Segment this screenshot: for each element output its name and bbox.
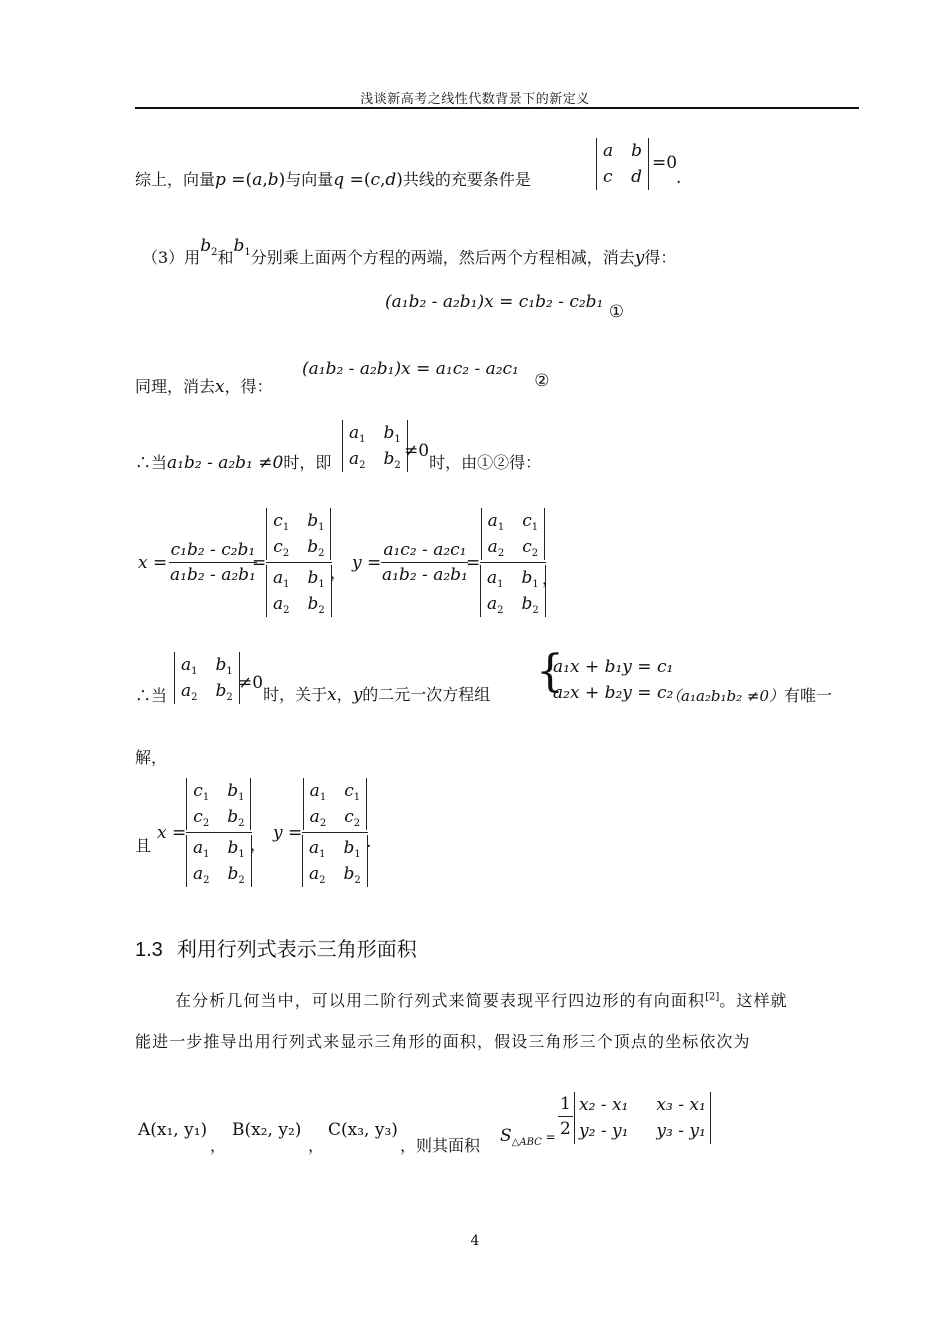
- equals: =: [466, 553, 481, 573]
- ne-zero: ≠0: [238, 673, 264, 693]
- separator: ，: [210, 1136, 227, 1155]
- denominator: a₁b₂ - a₂b₁: [382, 565, 468, 585]
- period: .: [676, 168, 682, 188]
- ne-zero: ≠0: [404, 441, 430, 461]
- line-unique: [135, 683, 167, 706]
- period: .: [366, 832, 372, 852]
- text: 分别乘上面两个方程的两端，然后两个方程相减，消去: [250, 248, 635, 267]
- var-p: p: [215, 170, 226, 190]
- text: 同理，消去: [135, 377, 216, 396]
- var-b: b: [233, 236, 245, 256]
- system-eq-1: a₁x + b₁y = c₁: [553, 657, 674, 677]
- equals: =: [252, 553, 267, 573]
- var-x: x: [327, 685, 337, 705]
- line-solution-word: 解，: [135, 748, 168, 767]
- x-final-fraction: $c_1$ $b_1$ $c_2$ $b_2$ $a_1$ $b_1$ $a_2$ $b_2$: [186, 778, 252, 887]
- numerator: c₁b₂ - c₂b₁: [169, 540, 258, 563]
- header-rule: [135, 107, 859, 109]
- point-A: A(x₁, y₁): [138, 1120, 208, 1140]
- text: 的二元一次方程组: [362, 685, 491, 704]
- var-b: b: [200, 236, 212, 256]
- condition: a₁b₂ - a₂b₁ ≠0: [167, 453, 284, 473]
- text: 时，由①②得：: [429, 453, 542, 472]
- equation-2: [302, 359, 550, 391]
- det-abcd: [596, 138, 649, 190]
- text: ,: [262, 170, 268, 190]
- running-header: 浅谈新高考之线性代数背景下的新定义: [360, 92, 590, 107]
- half-fraction: [558, 1094, 573, 1139]
- text: ∴当: [135, 453, 168, 472]
- x-fraction: [168, 540, 258, 585]
- area-symbol: [500, 1126, 556, 1148]
- var-x: x: [215, 377, 225, 397]
- text: =(: [225, 170, 253, 190]
- y-label: y =: [352, 553, 382, 573]
- system-condition: [666, 683, 832, 706]
- det-entry: d: [631, 167, 643, 187]
- section-title: 利用行列式表示三角形面积: [176, 939, 417, 961]
- y-fraction: [380, 540, 470, 585]
- det-a-b: $a_1$ $b_1$ $a_2$ $b_2$: [174, 652, 240, 704]
- line-step3: （3）用$b_2$和$b_1$分别乘上面两个方程的两端，然后两个方程相减，消去y得：: [142, 236, 677, 268]
- equation-mark: ①: [608, 302, 625, 322]
- numerator: a₁c₂ - a₂c₁: [381, 540, 468, 563]
- line-and: 且: [135, 836, 152, 855]
- var-c: c: [370, 170, 380, 190]
- text: ): [396, 170, 403, 190]
- equation-text: (a₁b₂ - a₂b₁)x = a₁c₂ - a₂c₁: [302, 359, 519, 379]
- text: ∴当: [135, 686, 168, 705]
- x-label: x =: [138, 553, 168, 573]
- equals: =: [541, 1130, 556, 1144]
- var-y: y: [352, 553, 362, 573]
- numerator: 1: [558, 1094, 573, 1117]
- separator: ，: [330, 563, 347, 582]
- text: ，: [336, 685, 353, 704]
- system-eq-2: a₂x + b₂y = c₂: [553, 683, 674, 703]
- equation-mark: ②: [534, 371, 550, 391]
- subscript: △ABC: [511, 1137, 542, 1148]
- area-determinant: [574, 1092, 711, 1144]
- det-entry: x₂ - x₁: [579, 1095, 629, 1115]
- system-brace: {: [536, 646, 564, 697]
- y-det-fraction: $a_1$ $c_1$ $a_2$ $c_2$ $a_1$ $b_1$ $a_2$ $b_2$: [480, 508, 546, 617]
- denominator: 2: [560, 1119, 571, 1139]
- text: ): [278, 170, 286, 190]
- x-label: x =: [157, 823, 187, 843]
- var-b: b: [267, 170, 279, 190]
- separator: ，: [308, 1136, 325, 1155]
- paragraph-line-1: [175, 988, 788, 1011]
- text: =(: [344, 170, 371, 190]
- text: 时，关于: [263, 685, 328, 704]
- text: 综上，向量: [135, 170, 216, 189]
- line-collinear: [135, 167, 531, 190]
- text: ,: [379, 170, 386, 190]
- equation-system: [553, 654, 673, 706]
- then-text: ，则其面积: [400, 1136, 481, 1155]
- equation-1: [385, 292, 625, 322]
- var-a: a: [252, 170, 263, 190]
- text: 有唯一: [784, 686, 833, 705]
- var-y: y: [352, 685, 363, 705]
- citation-ref[interactable]: [2]: [705, 991, 720, 1003]
- text: 共线的充要条件是: [402, 170, 531, 189]
- determinant: [596, 138, 649, 190]
- separator: ，: [250, 835, 267, 854]
- var-q: q: [333, 170, 345, 190]
- var-y: y: [634, 248, 645, 268]
- separator: ，: [542, 569, 559, 588]
- equation-text: (a₁b₂ - a₂b₁)x = c₁b₂ - c₂b₁: [385, 292, 604, 312]
- var-d: d: [385, 170, 397, 190]
- var-S: S: [500, 1126, 512, 1146]
- condition: （a₁a₂b₁b₂ ≠0）: [666, 687, 785, 705]
- var-x: x: [138, 553, 148, 573]
- text: 和: [217, 248, 234, 267]
- point-C: C(x₃, y₃): [328, 1120, 398, 1140]
- denominator: a₁b₂ - a₂b₁: [170, 565, 256, 585]
- text: 。这样就: [719, 991, 788, 1010]
- text: 在分析几何当中，可以用二阶行列式来简要表现平行四边形的有向面积: [175, 991, 706, 1010]
- det-entry: y₃ - y₁: [656, 1121, 706, 1141]
- var-y: y: [273, 823, 283, 843]
- det-entry: y₂ - y₁: [579, 1121, 629, 1141]
- equals-zero: =0: [652, 153, 678, 173]
- det-a-b: $a_1$ $b_1$ $a_2$ $b_2$: [342, 420, 408, 472]
- y-final-fraction: $a_1$ $c_1$ $a_2$ $c_2$ $a_1$ $b_1$ $a_2$ $b_2$: [302, 778, 368, 887]
- det-entry: x₃ - x₁: [656, 1095, 706, 1115]
- point-B: B(x₂, y₂): [232, 1120, 302, 1140]
- var-x: x: [157, 823, 167, 843]
- line-eliminate-x: [135, 374, 273, 397]
- text: 得：: [644, 248, 677, 267]
- text: 时，即: [283, 453, 332, 472]
- page-number: 4: [470, 1233, 480, 1249]
- det-entry: a: [603, 141, 614, 161]
- line-condition: [135, 450, 331, 473]
- det-entry: b: [631, 141, 643, 161]
- text: ，得：: [224, 377, 273, 396]
- paragraph-line-2: 能进一步推导出用行列式来显示三角形的面积，假设三角形三个顶点的坐标依次为: [135, 1032, 751, 1051]
- text: 与向量: [285, 170, 334, 189]
- line-unique-mid: [238, 670, 491, 705]
- det-entry: c: [603, 167, 613, 187]
- text: （3）用: [142, 248, 201, 267]
- section-heading: [135, 933, 417, 962]
- ne-zero-text: [404, 438, 542, 472]
- section-number: 1.3: [135, 939, 163, 961]
- x-det-fraction: $c_1$ $b_1$ $c_2$ $b_2$ $a_1$ $b_1$ $a_2$ $b_2$: [266, 508, 332, 617]
- y-label: y =: [273, 823, 303, 843]
